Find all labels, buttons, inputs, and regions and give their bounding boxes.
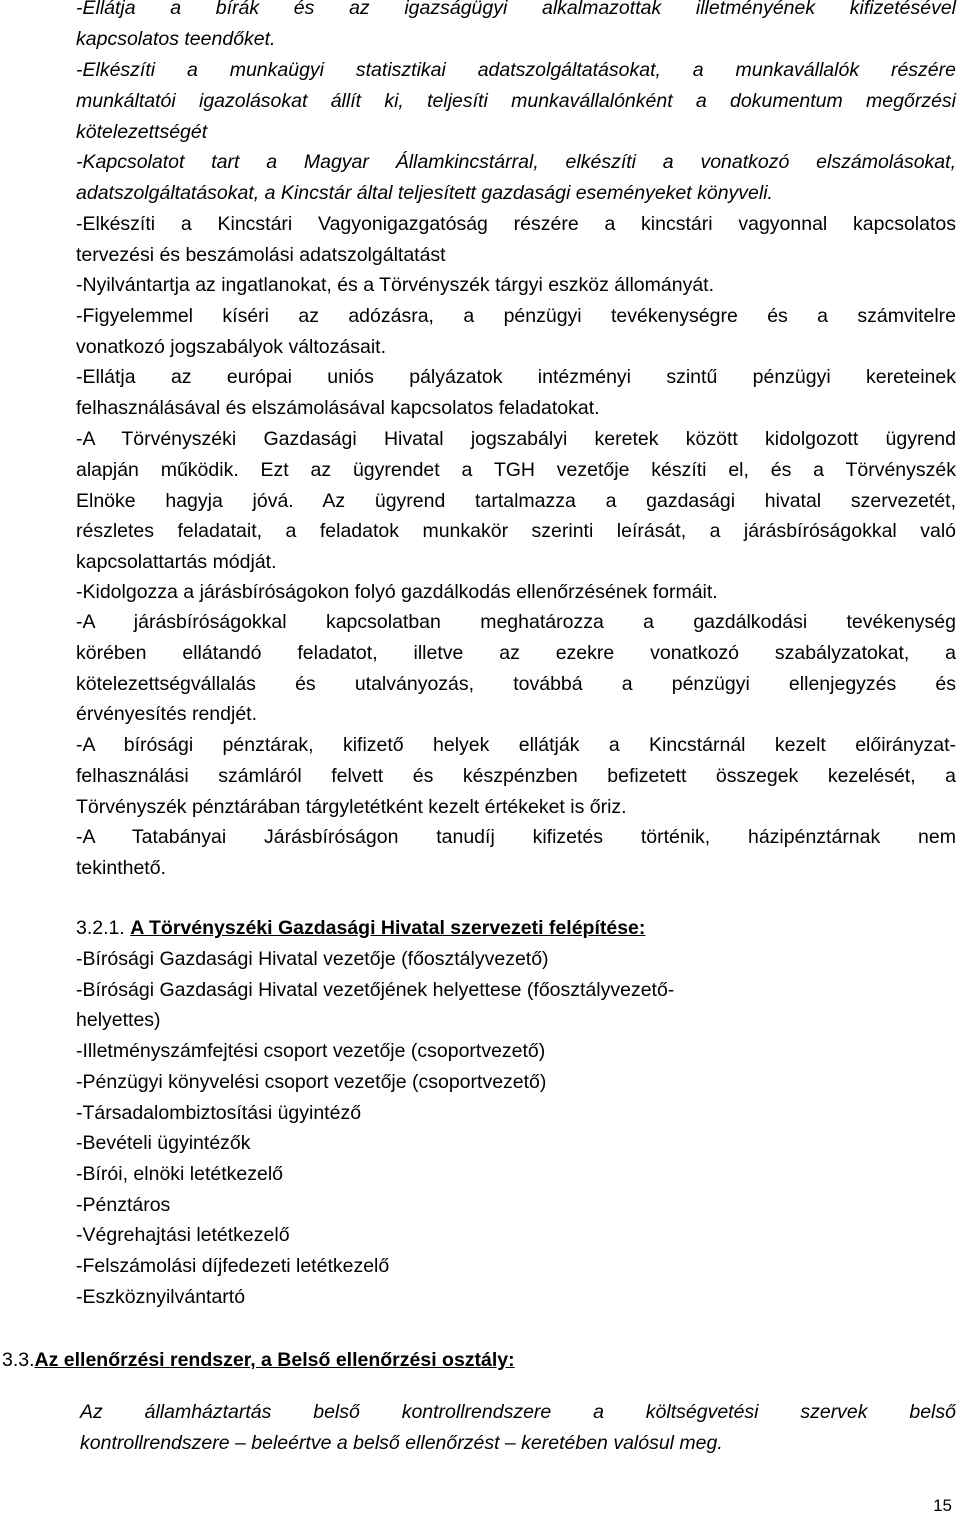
paragraph (76, 147, 956, 209)
text-line: vonatkozó jogszabályok változásait. (76, 335, 387, 358)
org-structure-list (76, 944, 956, 1312)
text-line: kötelezettségét (76, 120, 208, 143)
list-item: -Eszköznyilvántartó (76, 1285, 246, 1308)
text-line: alapján működik. Ezt az ügyrendet a TGH vezetője készíti el, és a Törvényszék (76, 458, 956, 481)
section-heading (76, 913, 645, 943)
paragraph (76, 730, 956, 822)
text-line: kötelezettségvállalás és utalványozás, továbbá a pénzügyi ellenjegyzés és (76, 672, 956, 695)
text-line: érvényesítés rendjét. (76, 703, 258, 726)
text-line: részletes feladatait, a feladatok munkakör szerinti leírását, a járásbíróságokkal való (76, 520, 956, 543)
text-line: -Ellátja az európai uniós pályázatok intézményi szintű pénzügyi kereteinek (76, 366, 956, 388)
paragraph (76, 362, 956, 424)
text-line: -A bírósági pénztárak, kifizető helyek ellátják a Kincstárnál kezelt előirányzat- (76, 734, 956, 756)
paragraph (76, 301, 956, 363)
paragraph (80, 1397, 956, 1459)
text-line: -Nyilvántartja az ingatlanokat, és a Törvényszék tárgyi eszköz állományát. (76, 274, 715, 296)
text-line: tervezési és beszámolási adatszolgáltatást (76, 243, 446, 266)
text-line: kapcsolattartás módját. (76, 551, 277, 574)
text-line: munkáltatói igazolásokat állít ki, teljesíti munkavállalónként a dokumentum megőrzési (76, 89, 956, 112)
text-line: körében ellátandó feladatot, illetve az ezekre vonatkozó szabályzatokat, a (76, 641, 956, 664)
paragraph (76, 270, 956, 301)
text-line: kontrollrendszere – beleértve a belső ellenőrzést – keretében valósul meg. (80, 1431, 723, 1454)
list-item: -Felszámolási díjfedezeti letétkezelő (76, 1255, 390, 1278)
text-line: -Elkészíti a munkaügyi statisztikai adatszolgáltatásokat, a munkavállalók részére (76, 59, 956, 81)
section-number: 3.3. (2, 1349, 35, 1371)
text-line: -A Törvényszéki Gazdasági Hivatal jogszabályi keretek között kidolgozott ügyrend (76, 428, 956, 450)
list-item: -Pénzügyi könyvelési csoport vezetője (csoportvezető) (76, 1070, 547, 1093)
section-heading (2, 1345, 515, 1375)
list-item: -Társadalombiztosítási ügyintéző (76, 1101, 362, 1124)
text-line: Elnöke hagyja jóvá. Az ügyrend tartalmazza a gazdasági hivatal szervezetét, (76, 489, 956, 512)
paragraph (76, 822, 956, 884)
text-line: -A Tatabányai Járásbíróságon tanudíj kifizetés történik, házipénztárnak nem (76, 826, 956, 848)
paragraph (76, 577, 956, 608)
list-item: -Illetményszámfejtési csoport vezetője (csoportvezető) (76, 1040, 546, 1063)
text-line: kapcsolatos teendőket. (76, 27, 276, 50)
text-line: -A járásbíróságokkal kapcsolatban meghatározza a gazdálkodási tevékenység (76, 611, 956, 633)
list-item: -Végrehajtási letétkezelő (76, 1224, 290, 1247)
list-item: -Bírósági Gazdasági Hivatal vezetője (főosztályvezető) (76, 948, 549, 970)
section-title: A Törvényszéki Gazdasági Hivatal szervezeti felépítése: (130, 917, 646, 939)
section-number: 3.2.1. (76, 917, 125, 939)
paragraph (76, 0, 956, 55)
list-item: helyettes) (76, 1009, 161, 1032)
section-title: Az ellenőrzési rendszer, a Belső ellenőrzési osztály: (34, 1349, 515, 1371)
text-line: -Kidolgozza a járásbíróságokon folyó gazdálkodás ellenőrzésének formáit. (76, 581, 718, 603)
paragraph (76, 55, 956, 147)
text-line: tekinthető. (76, 856, 166, 879)
text-line: Az államháztartás belső kontrollrendszere a költségvetési szervek belső (80, 1401, 956, 1423)
text-line: felhasználásával és elszámolásával kapcsolatos feladatokat. (76, 396, 600, 419)
list-item: -Bírósági Gazdasági Hivatal vezetőjének helyettese (főosztályvezető- (76, 978, 675, 1001)
page-number: 15 (933, 1496, 952, 1515)
paragraph (76, 209, 956, 271)
paragraph (76, 607, 956, 730)
text-line: felhasználási számláról felvett és készpénzben befizetett összegek kezelését, a (76, 764, 956, 787)
text-line: -Ellátja a bírák és az igazságügyi alkalmazottak illetményének kifizetésével (76, 0, 956, 19)
list-item: -Bevételi ügyintézők (76, 1132, 251, 1155)
text-line: -Figyelemmel kíséri az adózásra, a pénzügyi tevékenységre és a számvitelre (76, 305, 956, 327)
text-line: Törvényszék pénztárában tárgyletétként kezelt értékeket is őriz. (76, 795, 627, 818)
text-line: -Elkészíti a Kincstári Vagyonigazgatóság részére a kincstári vagyonnal kapcsolatos (76, 213, 956, 235)
text-line: -Kapcsolatot tart a Magyar Államkincstárral, elkészíti a vonatkozó elszámolásokat, (76, 151, 956, 173)
paragraph (76, 424, 956, 578)
text-line: adatszolgáltatásokat, a Kincstár által teljesített gazdasági eseményeket könyveli. (76, 181, 773, 204)
list-item: -Pénztáros (76, 1193, 171, 1216)
list-item: -Bírói, elnöki letétkezelő (76, 1162, 284, 1185)
